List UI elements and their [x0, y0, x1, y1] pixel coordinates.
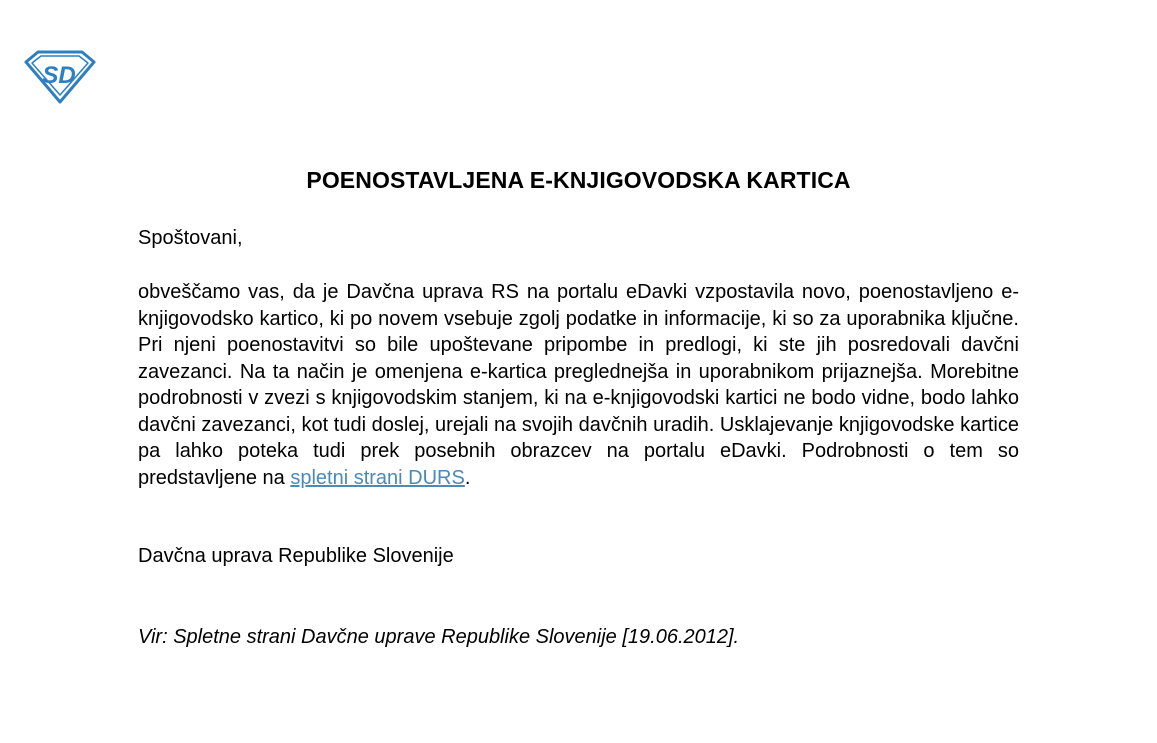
greeting: Spoštovani,: [138, 227, 243, 249]
source-citation: Vir: Spletne strani Davčne uprave Republike Slovenije [19.06.2012].: [138, 626, 740, 648]
durs-website-link[interactable]: spletni strani DURS: [290, 466, 465, 489]
signature: Davčna uprava Republike Slovenije: [138, 545, 454, 567]
body-paragraph: [138, 279, 1019, 491]
sd-logo: [22, 50, 96, 104]
body-text-end: .: [464, 466, 471, 489]
sd-logo-icon: [22, 50, 96, 104]
logo-text: SD: [42, 62, 76, 89]
document-title: POENOSTAVLJENA E-KNJIGOVODSKA KARTICA: [306, 167, 851, 193]
body-text-main: obveščamo vas, da je Davčna uprava RS na portalu eDavki vzpostavila novo, poenostavljeno e-knjigovodsko kartico, ki po novem vsebuje zgolj podatke in informacije, ki so za uporabnika ključne. Pri njeni poenostavitvi so bile upoštevane pripombe in predlogi, ki ste jih posredovali davčni zavezanci. Na ta način je omenjena e-kartica preglednejša in uporabnikom prijaznejša. Morebitne podrobnosti v zvezi s knjigovodskim stanjem, ki na e-knjigovodski kartici ne bodo vidne, bodo lahko davčni zavezanci, kot tudi doslej, urejali na svojih davčnih uradih. Usklajevanje knjigovodske kartice pa lahko poteka tudi prek posebnih obrazcev na portalu eDavki. Podrobnosti o tem so predstavljene na: [138, 281, 1019, 489]
